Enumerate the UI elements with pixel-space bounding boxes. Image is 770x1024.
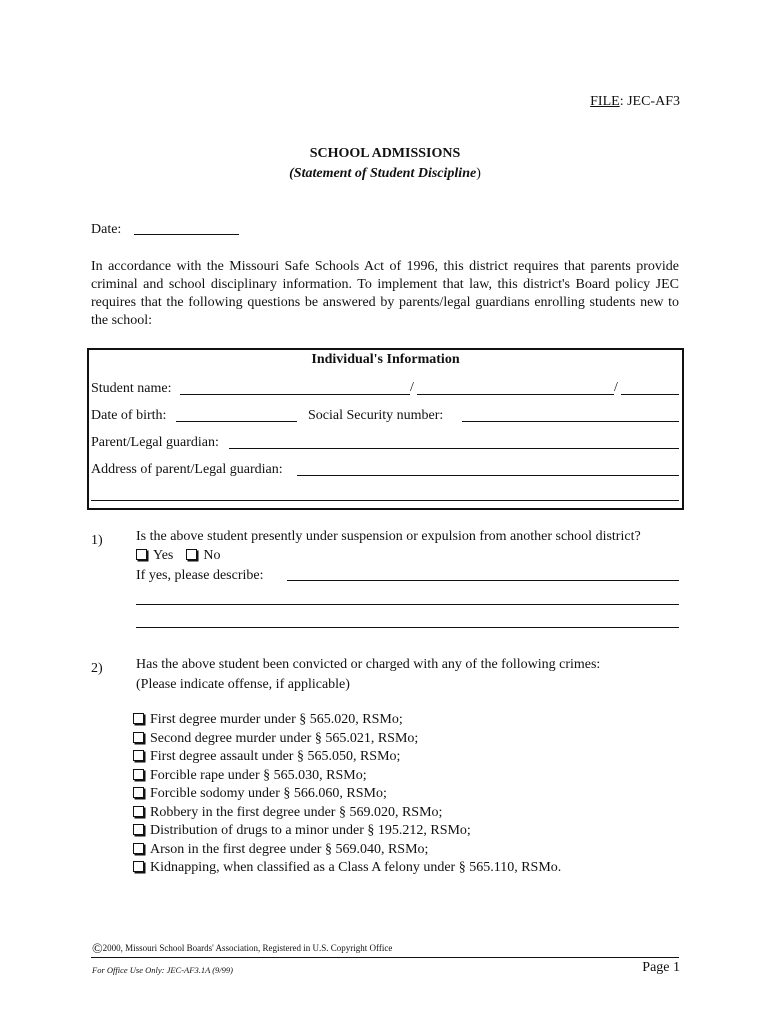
q1-describe-line-2[interactable] (136, 604, 679, 605)
crime-checkbox[interactable] (133, 861, 144, 872)
crime-checkbox[interactable] (133, 750, 144, 761)
copyright-notice (92, 942, 392, 958)
student-first-name-field[interactable] (417, 394, 614, 395)
q2-question: Has the above student been convicted or charged with any of the following crimes: (136, 657, 601, 672)
subtitle-close: ) (476, 166, 481, 181)
crime-item (133, 822, 561, 841)
q1-options (136, 547, 221, 565)
crime-item (133, 804, 561, 823)
guardian-label: Parent/Legal guardian: (91, 435, 219, 450)
q1-describe-line-3[interactable] (136, 627, 679, 628)
student-last-name-field[interactable] (180, 394, 410, 395)
address-field[interactable] (297, 475, 679, 476)
crime-checkbox[interactable] (133, 713, 144, 724)
crime-item (133, 785, 561, 804)
q1-yes-label: Yes (153, 548, 174, 563)
q2-note: (Please indicate offense, if applicable) (136, 677, 350, 692)
q1-no-label: No (203, 548, 221, 563)
subtitle-text: (Statement of Student Discipline (289, 166, 477, 181)
page-subtitle (0, 166, 770, 182)
office-use-label: For Office Use Only: JEC-AF3.1A (9/99) (92, 965, 234, 975)
ssn-label: Social Security number: (308, 408, 444, 423)
individual-info-box (87, 348, 684, 510)
crime-label: Forcible rape under § 565.030, RSMo; (150, 767, 367, 783)
address-label: Address of parent/Legal guardian: (91, 462, 283, 477)
crime-item (133, 841, 561, 860)
q1-describe-field[interactable] (287, 580, 679, 581)
crime-item (133, 767, 561, 786)
intro-paragraph: In accordance with the Missouri Safe Schools Act of 1996, this district requires that parents provide criminal and school disciplinary information. To implement that law, this district's Board policy JEC requires that the following questions be answered by parents/legal guardians enrolling students new to the school: (91, 259, 679, 328)
file-value: : JEC-AF3 (619, 94, 680, 109)
crime-checkbox[interactable] (133, 843, 144, 854)
name-separator-2: / (614, 380, 618, 395)
crime-label: Robbery in the first degree under § 569.020, RSMo; (150, 804, 443, 820)
crime-label: Forcible sodomy under § 566.060, RSMo; (150, 786, 387, 801)
page-number: Page 1 (642, 960, 680, 975)
crime-list (133, 711, 561, 878)
crime-item (133, 730, 561, 749)
crime-label: Arson in the first degree under § 569.040, RSMo; (150, 841, 429, 857)
copyright-text: 2000, Missouri School Boards' Association, Registered in U.S. Copyright Office (102, 943, 393, 953)
crime-label: First degree murder under § 565.020, RSMo; (150, 712, 403, 727)
crime-label: Distribution of drugs to a minor under § 195.212, RSMo; (150, 823, 471, 838)
copyright-symbol: © (92, 942, 103, 957)
date-label: Date: (91, 222, 122, 237)
file-label: FILE (590, 94, 620, 109)
student-name-label: Student name: (91, 381, 172, 396)
info-box-title: Individual's Information (311, 352, 460, 367)
crime-item (133, 711, 561, 730)
q1-describe-label: If yes, please describe: (136, 568, 264, 583)
guardian-field[interactable] (229, 448, 679, 449)
address-field-line-2[interactable] (91, 500, 679, 501)
q1-question: Is the above student presently under suspension or expulsion from another school district? (136, 529, 641, 544)
crime-checkbox[interactable] (133, 806, 144, 817)
name-separator-1: / (410, 380, 414, 395)
crime-checkbox[interactable] (133, 787, 144, 798)
footer-divider (91, 957, 679, 958)
q2-number: 2) (91, 661, 103, 676)
crime-item (133, 748, 561, 767)
crime-checkbox[interactable] (133, 769, 144, 780)
file-code (590, 94, 680, 110)
crime-label: Second degree murder under § 565.021, RSMo; (150, 730, 419, 746)
crime-checkbox[interactable] (133, 824, 144, 835)
q1-number: 1) (91, 533, 103, 548)
dob-field[interactable] (176, 421, 297, 422)
q1-no-checkbox[interactable] (186, 549, 197, 560)
crime-label: First degree assault under § 565.050, RSMo; (150, 749, 401, 764)
dob-label: Date of birth: (91, 408, 167, 423)
crime-item (133, 859, 561, 878)
crime-checkbox[interactable] (133, 732, 144, 743)
crime-label: Kidnapping, when classified as a Class A felony under § 565.110, RSMo. (150, 860, 562, 875)
date-field[interactable] (134, 234, 239, 235)
page-title: SCHOOL ADMISSIONS (309, 146, 461, 161)
q1-yes-checkbox[interactable] (136, 549, 147, 560)
student-middle-name-field[interactable] (621, 394, 679, 395)
ssn-field[interactable] (462, 421, 679, 422)
